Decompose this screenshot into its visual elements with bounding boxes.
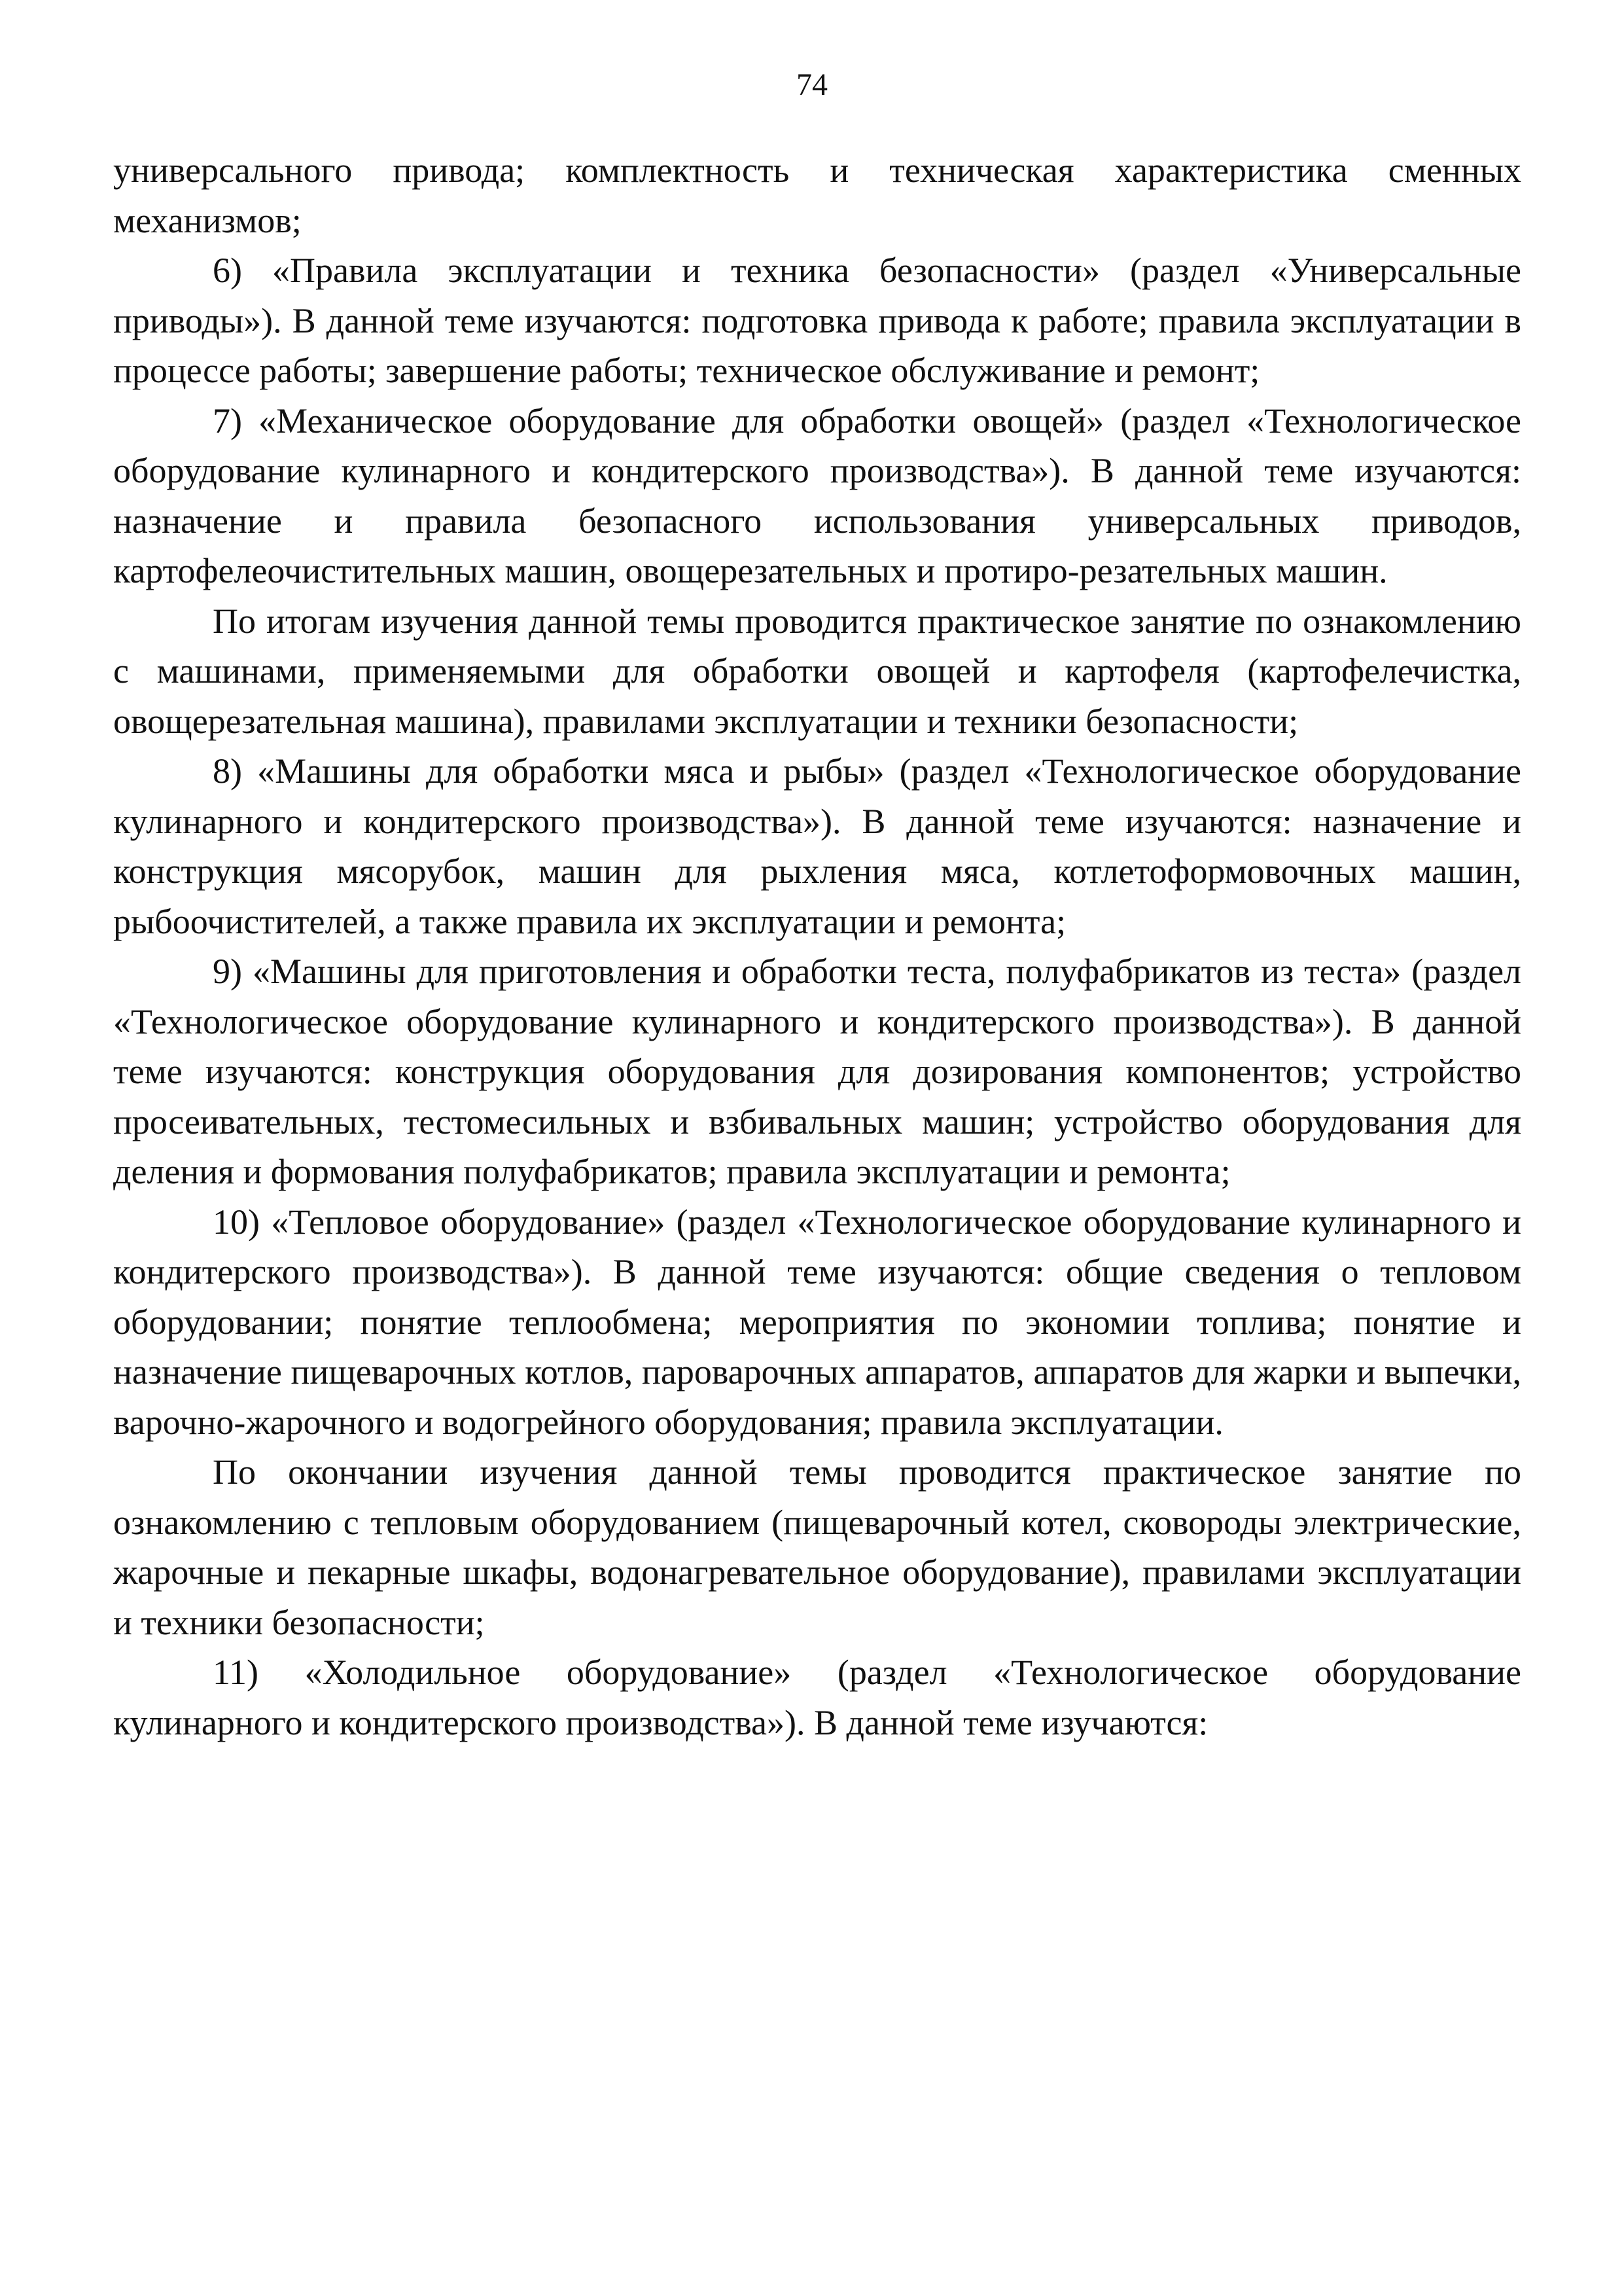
document-body: [113, 145, 1521, 1748]
page-number: 74: [796, 67, 828, 102]
paragraph-item-8: 8) «Машины для обработки мяса и рыбы» (раздел «Технологическое оборудование кулинарного и кондитерского производства»). В данной теме изучаются: назначение и конструкция мясорубок, машин для рыхления мяса, котлетоформовочных машин, рыбоочистителей, а также правила их эксплуатации и ремонта;: [113, 751, 1521, 941]
paragraph-continuation-text: универсального привода; комплектность и техническая характеристика сменных механизмов;: [113, 151, 1521, 240]
paragraph-item-9: 9) «Машины для приготовления и обработки теста, полуфабрикатов из теста» (раздел «Технологическое оборудование кулинарного и кондитерского производства»). В данной теме изучаются: конструкция оборудования для дозирования компонентов; устройство просеивательных, тестомесильных и взбивальных машин; устройство оборудования для деления и формования полуфабрикатов; правила эксплуатации и ремонта;: [113, 952, 1521, 1191]
paragraph-practical-thermal: По окончании изучения данной темы проводится практическое занятие по ознакомлению с тепловым оборудованием (пищеварочный котел, сковороды электрические, жарочные и пекарные шкафы, водонагревательное оборудование), правилами эксплуатации и техники безопасности;: [113, 1452, 1521, 1642]
paragraph-item-11: 11) «Холодильное оборудование» (раздел «Технологическое оборудование кулинарного и кондитерского производства»). В данной теме изучаются:: [113, 1653, 1521, 1742]
paragraph-item-10: 10) «Тепловое оборудование» (раздел «Технологическое оборудование кулинарного и кондитерского производства»). В данной теме изучаются: общие сведения о тепловом оборудовании; понятие теплообмена; мероприятия по экономии топлива; понятие и назначение пищеварочных котлов, пароварочных аппаратов, аппаратов для жарки и выпечки, варочно-жарочного и водогрейного оборудования; правила эксплуатации.: [113, 1202, 1521, 1442]
paragraph-practical-vegetables: По итогам изучения данной темы проводится практическое занятие по ознакомлению с машинами, применяемыми для обработки овощей и картофеля (картофелечистка, овощерезательная машина), правилами эксплуатации и техники безопасности;: [113, 601, 1521, 741]
paragraph-item-6: 6) «Правила эксплуатации и техника безопасности» (раздел «Универсальные приводы»). В данной теме изучаются: подготовка привода к работе; правила эксплуатации в процессе работы; завершение работы; техническое обслуживание и ремонт;: [113, 251, 1521, 390]
paragraph-item-7: 7) «Механическое оборудование для обработки овощей» (раздел «Технологическое оборудование кулинарного и кондитерского производства»). В данной теме изучаются: назначение и правила безопасного использования универсальных приводов, картофелеочистительных машин, овощерезательных и протиро-резательных машин.: [113, 401, 1521, 590]
